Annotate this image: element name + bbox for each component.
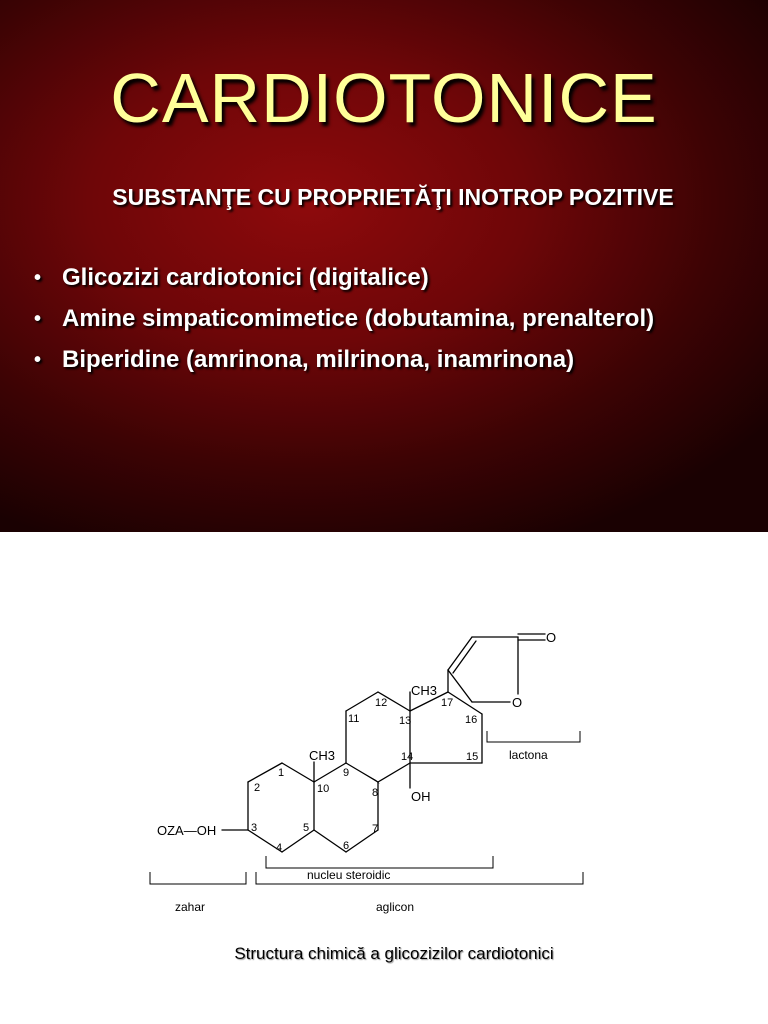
oza-oh-label: OZA—OH (157, 823, 217, 838)
slide-title: CARDIOTONICE (110, 59, 658, 137)
atom-number: 8 (372, 787, 379, 799)
atom-number: 12 (375, 697, 388, 709)
bullet-icon: • (34, 349, 42, 371)
atom-number: 7 (372, 823, 379, 835)
ch3-c13-label: CH3 (411, 683, 438, 698)
aglicon-label: aglicon (376, 900, 415, 914)
zahar-label: zahar (175, 900, 206, 914)
lactona-bracket (487, 731, 580, 742)
skeleton-bonds (222, 634, 545, 852)
atom-number: 15 (466, 751, 479, 763)
atom-number: 3 (251, 822, 258, 834)
bullet-item (34, 342, 654, 383)
aglicon-bracket (256, 872, 583, 884)
atom-number: 1 (278, 767, 285, 779)
bullet-icon: • (34, 267, 42, 289)
bullet-text: Glicozizi cardiotonici (digitalice) (62, 264, 429, 291)
atom-number: 4 (276, 842, 283, 854)
atom-number: 13 (399, 715, 412, 727)
atom-number: 10 (317, 783, 330, 795)
atom-number: 9 (343, 767, 350, 779)
nucleu-bracket (266, 856, 493, 868)
atom-number: 17 (441, 697, 454, 709)
bullet-text: Biperidine (amrinona, milrinona, inamrinona) (62, 346, 575, 373)
ch3-c10-label: CH3 (309, 748, 336, 763)
atom-number: 11 (348, 713, 360, 725)
lactona-label: lactona (509, 748, 548, 762)
atom-number: 6 (343, 840, 350, 852)
bullet-list (34, 260, 654, 383)
nucleu-steroidic-label: nucleu steroidic (307, 868, 391, 882)
bullet-item (34, 260, 654, 301)
bullet-text: Amine simpaticomimetice (dobutamina, prenalterol) (62, 305, 655, 332)
carbonyl-oxygen-label: O (546, 630, 557, 645)
bullet-item (34, 301, 654, 342)
figure-caption: Structura chimică a glicozizilor cardiotonici (234, 944, 554, 963)
slide-subtitle: SUBSTANŢE CU PROPRIETĂŢI INOTROP POZITIVE (112, 184, 674, 210)
atom-number: 14 (401, 751, 414, 763)
oh-c14-label: OH (411, 789, 431, 804)
atom-numbers (251, 697, 478, 854)
atom-number: 16 (465, 714, 478, 726)
atom-number: 5 (303, 822, 310, 834)
atom-number: 2 (254, 782, 261, 794)
bullet-icon: • (34, 308, 42, 330)
ring-oxygen-label: O (512, 695, 523, 710)
zahar-bracket (150, 872, 246, 884)
